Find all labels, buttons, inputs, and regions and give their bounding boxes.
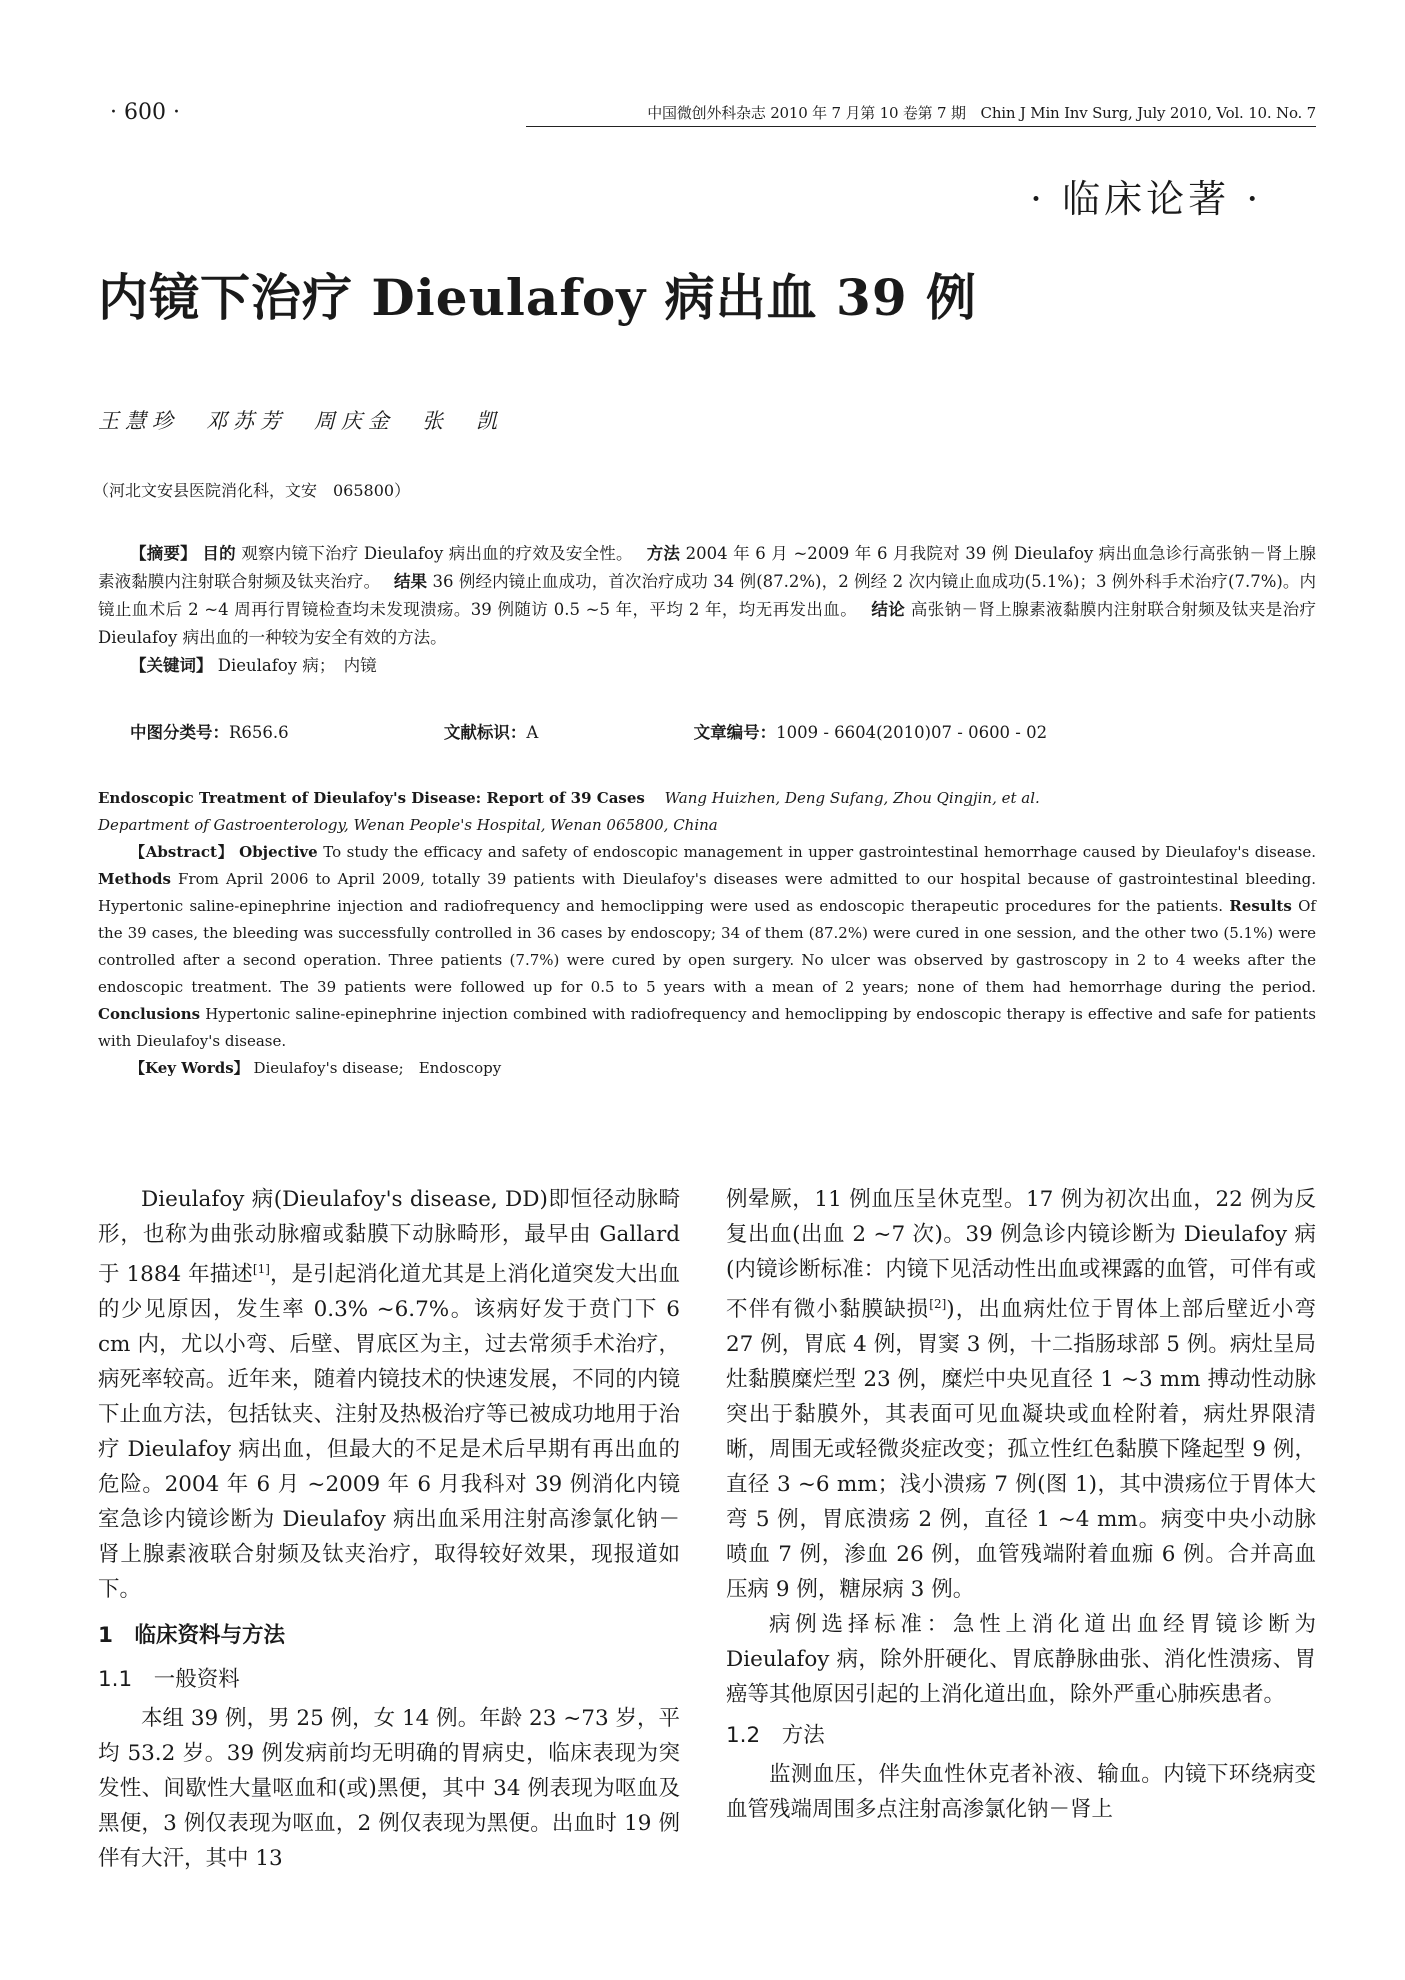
section-heading-1-2: 1.2 方法 [726,1723,825,1749]
english-conclusions-text: Hypertonic saline-epinephrine injection combined with radiofrequency and hemoclipping by endoscopic therapy is effective and safe for patients with Dieulafoy's disease. [98,1005,1316,1050]
english-abstract [98,785,1316,1082]
authors: 王慧珍 邓苏芳 周庆金 张 凯 [98,409,503,433]
results-label: 结果 [393,572,428,591]
general-paragraph: 本组 39 例，男 25 例，女 14 例。年龄 23 ~73 岁，平均 53.2 岁。39 例发病前均无明确的胃病史，临床表现为突发性、间歇性大量呕血和(或)黑便，其中 34 例表现为呕血及黑便，3 例仅表现为呕血，2 例仅表现为黑便。出血时 19 例伴有大汗，其中 13 [98,1706,680,1872]
english-objective-text: To study the efficacy and safety of endoscopic management in upper gastrointestinal hemorrhage caused by Dieulafoy's disease. [323,843,1316,861]
methods-label: 方法 [646,544,681,563]
clc-label: 中图分类号： [130,723,229,742]
english-authors: Wang Huizhen, Deng Sufang, Zhou Qingjin, et al. [664,789,1040,807]
classification-line [130,719,1047,743]
objective-text: 观察内镜下治疗 Dieulafoy 病出血的疗效及安全性。 [241,544,625,563]
objective-label: 目的 [202,544,236,563]
body-left-column [98,1182,680,1876]
doc-value: A [526,723,539,742]
english-conclusions-label: Conclusions [98,1005,201,1023]
keywords-label: 【关键词】 [130,656,213,675]
conclusion-label: 结论 [871,600,906,619]
english-methods-text: From April 2006 to April 2009, totally 39 patients with Dieulafoy's diseases were admitted to our hospital because of gastrointestinal bleeding. Hypertonic saline-epinephrine injection and radiofrequency and hemoclipping were used as endoscopic therapeutic procedures for the patients. [98,870,1316,915]
chinese-abstract [98,540,1316,680]
doc-label: 文献标识： [443,723,527,742]
affiliation: （河北文安县医院消化科，文安 065800） [93,481,411,500]
body-right-column [726,1182,1316,1827]
cases-paragraph [726,1182,1316,1607]
results-text: 36 例经内镜止血成功，首次治疗成功 34 例(87.2%)，2 例经 2 次内镜止血成功(5.1%)；3 例外科手术治疗(7.7%)。内镜止血术后 2 ~4 周再行胃镜检查均未发现溃疡。39 例随访 0.5 ~5 年，平均 2 年，均无再发出血。 [98,572,1317,619]
english-title: Endoscopic Treatment of Dieulafoy's Disease: Report of 39 Cases [98,789,645,807]
ref-1: [1] [252,1262,270,1276]
english-objective-label: Objective [239,843,318,861]
journal-header: 中国微创外科杂志 2010 年 7 月第 10 卷第 7 期 Chin J Min Inv Surg, July 2010, Vol. 10. No. 7 [526,102,1316,127]
article-no-value: 1009 - 6604(2010)07 - 0600 - 02 [776,723,1048,742]
methods-paragraph: 监测血压，伴失血性休克者补液、输血。内镜下环绕病变血管残端周围多点注射高渗氯化钠－肾上 [726,1762,1316,1823]
section-heading-1: 1 临床资料与方法 [98,1623,285,1649]
keywords-text: Dieulafoy 病； 内镜 [217,656,377,675]
article-no-label: 文章编号： [693,723,777,742]
conclusion-text: 高张钠－肾上腺素液黏膜内注射联合射频及钛夹是治疗 Dieulafoy 病出血的一种较为安全有效的方法。 [98,600,1316,647]
english-keywords-label: 【Key Words】 [130,1059,249,1077]
cases-text-b: )，出血病灶位于胃体上部后壁近小弯 27 例，胃底 4 例，胃窦 3 例，十二指肠球部 5 例。病灶呈局灶黏膜糜烂型 23 例，糜烂中央见直径 1 ~3 mm 搏动性动脉突出于黏膜外，其表面可见血凝块或血栓附着，病灶界限清晰，周围无或轻微炎症改变；孤立性红色黏膜下隆起型 9 例，直径 3 ~6 mm；浅小溃疡 7 例(图 1)，其中溃疡位于胃体大弯 5 例，胃底溃疡 2 例，直径 1 ~4 mm。病变中央小动脉喷血 7 例，渗血 26 例，血管残端附着血痂 6 例。合并高血压病 9 例，糖尿病 3 例。 [726,1297,1316,1603]
abstract-label: 【摘要】 [130,544,197,563]
intro-text-b: ，是引起消化道尤其是上消化道突发大出血的少见原因，发生率 0.3% ~6.7%。该病好发于贲门下 6 cm 内，尤以小弯、后壁、胃底区为主，过去常须手术治疗，病死率较高。近年来，随着内镜技术的快速发展，不同的内镜下止血方法，包括钛夹、注射及热极治疗等已被成功地用于治疗 Dieulafoy 病出血，但最大的不足是术后早期有再出血的危险。2004 年 6 月 ~2009 年 6 月我科对 39 例消化内镜室急诊内镜诊断为 Dieulafoy 病出血采用注射高渗氯化钠－肾上腺素液联合射频及钛夹治疗，取得较好效果，现报道如下。 [98,1262,680,1603]
cases-text-a: 例晕厥，11 例血压呈休克型。17 例为初次出血，22 例为反复出血(出血 2 ~7 次)。39 例急诊内镜诊断为 Dieulafoy 病(内镜诊断标准：内镜下见活动性出血或裸露的血管，可伴有或不伴有微小黏膜缺损 [726,1187,1316,1323]
intro-paragraph [98,1182,680,1607]
criteria-paragraph: 病例选择标准：急性上消化道出血经胃镜诊断为 Dieulafoy 病，除外肝硬化、胃底静脉曲张、消化性溃疡、胃癌等其他原因引起的上消化道出血，除外严重心肺疾患者。 [726,1612,1316,1708]
page-number: · 600 · [110,100,180,125]
column-label: · 临床论著 · [1030,177,1263,221]
english-abstract-label: 【Abstract】 [130,843,234,861]
methods-text: 2004 年 6 月 ~2009 年 6 月我院对 39 例 Dieulafoy 病出血急诊行高张钠－肾上腺素液黏膜内注射联合射频及钛夹治疗。 [98,544,1317,591]
english-affiliation: Department of Gastroenterology, Wenan People's Hospital, Wenan 065800, China [98,816,718,834]
english-results-label: Results [1229,897,1292,915]
clc-value: R656.6 [229,723,289,742]
section-heading-1-1: 1.1 一般资料 [98,1667,240,1693]
english-results-text: Of the 39 cases, the bleeding was successfully controlled in 36 cases by endoscopy; 34 of them (87.2%) were cured in one session, and the other two (5.1%) were controlled after a second operation. Three patients (7.7%) were cured by open surgery. No ulcer was observed by gastroscopy in 2 to 4 weeks after the endoscopic treatment. The 39 patients were followed up for 0.5 to 5 years with a mean of 2 years; none of them had hemorrhage during the period. [98,897,1316,996]
article-title: 内镜下治疗 Dieulafoy 病出血 39 例 [98,268,978,327]
ref-2: [2] [929,1297,947,1311]
intro-text-a: Dieulafoy 病(Dieulafoy's disease, DD)即恒径动脉畸形，也称为曲张动脉瘤或黏膜下动脉畸形，最早由 Gallard 于 1884 年描述 [98,1187,680,1288]
english-keywords-text: Dieulafoy's disease; Endoscopy [253,1059,502,1077]
english-methods-label: Methods [98,870,171,888]
